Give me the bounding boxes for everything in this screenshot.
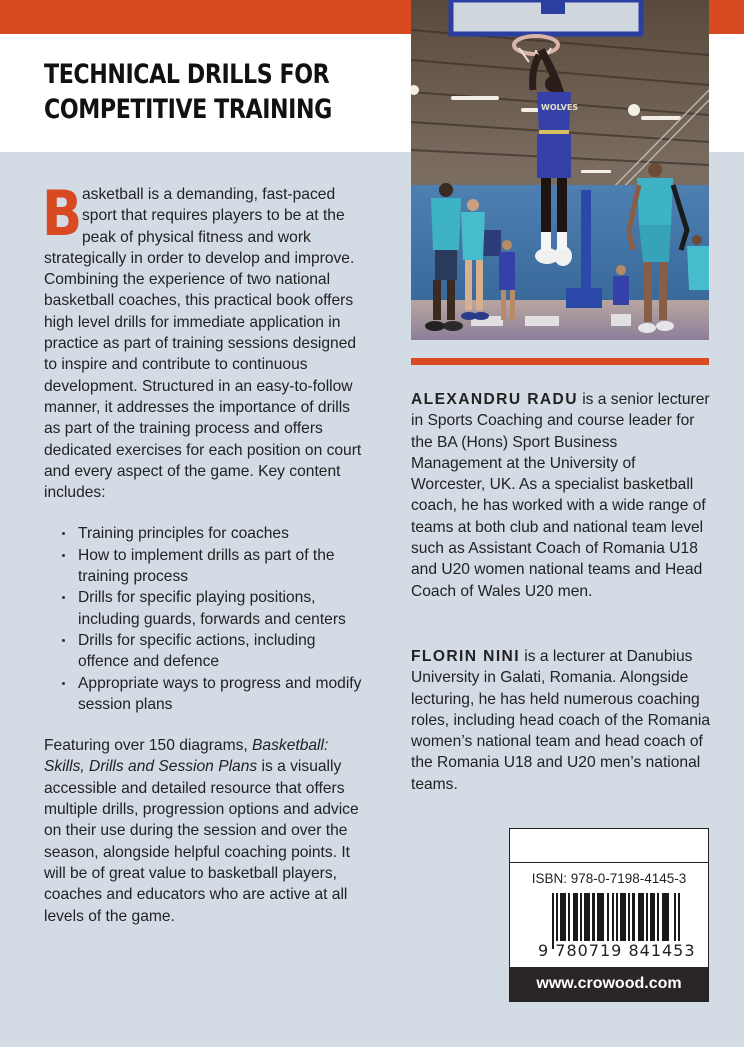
book-title-italic: Basketball: Skills, Drills and Session Plans bbox=[44, 737, 329, 776]
intro-paragraph bbox=[42, 177, 362, 503]
author-bio-text: is a lecturer at Danubius University in Galati, Romania. Alongside lecturing, he has held numerous coaching roles, including head coach of the Romania women’s national team and head coach of the Romania U18 and U20 men’s national teams. bbox=[411, 648, 711, 793]
author-bio-nini bbox=[411, 646, 711, 795]
price-box-blank bbox=[510, 829, 708, 863]
accent-divider bbox=[411, 358, 709, 365]
closing-paragraph bbox=[44, 735, 362, 927]
author-name: ALEXANDRU RADU bbox=[411, 391, 578, 408]
list-item: Drills for specific playing positions, including guards, forwards and centers bbox=[60, 587, 362, 630]
closing-suffix: is a visually accessible and detailed resource that offers multiple drills, progression options and advice on their use during the session and over the season, alongside helpful coaching points. It will be of great value to basketball players, coaches and educators who are active at all levels of the game. bbox=[44, 758, 359, 925]
barcode-group-2: 841453 bbox=[628, 941, 696, 960]
drop-cap: B bbox=[42, 177, 83, 250]
title-line-2: COMPETITIVE TRAINING bbox=[44, 94, 332, 125]
isbn-barcode-box bbox=[509, 828, 709, 1002]
barcode-group-1: 780719 bbox=[555, 941, 623, 960]
publisher-website: www.crowood.com bbox=[510, 967, 708, 1001]
page-title bbox=[44, 57, 332, 127]
barcode-digits bbox=[538, 941, 696, 960]
book-description bbox=[42, 177, 362, 927]
list-item: How to implement drills as part of the training process bbox=[60, 545, 362, 588]
basketball-dunk-photo bbox=[411, 0, 709, 340]
list-item: Drills for specific actions, including offence and defence bbox=[60, 630, 362, 673]
closing-prefix: Featuring over 150 diagrams, bbox=[44, 737, 253, 755]
barcode-first-digit: 9 bbox=[538, 941, 550, 960]
list-item: Training principles for coaches bbox=[60, 523, 362, 544]
title-line-1: TECHNICAL DRILLS FOR bbox=[44, 59, 330, 90]
author-name: FLORIN NINI bbox=[411, 648, 520, 665]
author-bio-radu bbox=[411, 389, 711, 602]
jersey-text: WOLVES bbox=[541, 103, 579, 112]
intro-text: asketball is a demanding, fast-paced sport that requires players to be at the peak of physical fitness and work strategically in order to develop and improve. Combining the experience of two national basketball coaches, this practical book offers high level drills for immediate application in practice as part of training sessions designed to inspire and contribute to continuous development. Structured in an easy-to-follow manner, it addresses the importance of drills as part of the training process and offers dedicated exercises for each position on court and every aspect of the game. Key content includes: bbox=[44, 186, 362, 502]
isbn-label: ISBN: 978-0-7198-4145-3 bbox=[531, 871, 687, 886]
author-bio-text: is a senior lecturer in Sports Coaching and course leader for the BA (Hons) Sport Business Management at the University of Worcester, UK. As a specialist basketball coach, he has worked with a wide range of teams at both club and national team level such as Assistant Coach of Romania U18 and U20 women national teams and Head Coach of Wales U20 men. bbox=[411, 391, 710, 600]
key-content-list bbox=[44, 523, 362, 715]
list-item: Appropriate ways to progress and modify session plans bbox=[60, 673, 362, 716]
